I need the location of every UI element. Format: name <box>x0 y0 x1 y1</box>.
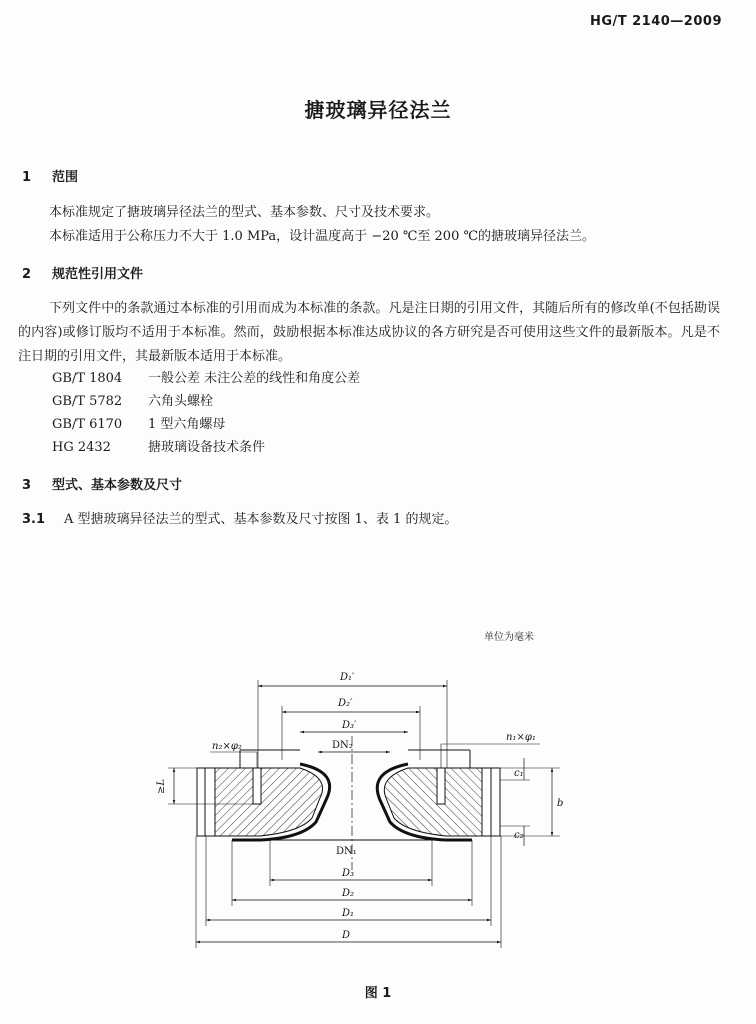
dim-label-d: D <box>342 930 351 941</box>
section-1-heading <box>22 166 78 185</box>
dim-label-dn1: DN₁ <box>336 846 357 857</box>
dim-label-l: ≥L <box>156 778 167 794</box>
section-title: 规范性引用文件 <box>52 267 144 282</box>
reference-code: GB/T 6170 <box>52 417 123 432</box>
reference-title: 一般公差 未注公差的线性和角度公差 <box>148 371 361 386</box>
section-title: 型式、基本参数及尺寸 <box>52 478 183 493</box>
reference-code: HG 2432 <box>52 440 111 455</box>
hole-label-n1: n₁×φ₁ <box>506 732 536 743</box>
dim-label-c2: c₂ <box>514 830 524 841</box>
dim-label-d2-prime: D₂′ <box>338 698 353 709</box>
dim-label-d1-prime: D₁′ <box>340 672 355 683</box>
reference-item <box>52 392 213 412</box>
dim-label-dn2: DN₂ <box>332 740 353 751</box>
section-title: 范围 <box>52 170 79 185</box>
dim-label-d1: D₁ <box>342 908 355 919</box>
right-stud-hole <box>437 768 445 804</box>
scope-paragraph-1: 本标准规定了搪玻璃异径法兰的型式、基本参数、尺寸及技术要求。 <box>49 205 440 220</box>
dim-label-d3-prime: D₃′ <box>342 720 357 731</box>
dim-label-d2: D₂ <box>342 888 355 899</box>
clause-text: A 型搪玻璃异径法兰的型式、基本参数及尺寸按图 1、表 1 的规定。 <box>64 512 458 527</box>
reference-title: 搪玻璃设备技术条件 <box>148 440 266 455</box>
clause-3-1 <box>22 510 457 530</box>
reference-item <box>52 369 360 389</box>
section-number: 1 <box>22 170 32 185</box>
dim-label-c1: c₁ <box>514 768 524 779</box>
dim-label-d3: D₃ <box>342 868 355 879</box>
hole-label-n2: n₂×φ₂ <box>212 741 242 752</box>
scope-paragraph-2: 本标准适用于公称压力不大于 1.0 MPa，设计温度高于 −20 ℃至 200 ℃的搪玻璃异径法兰。 <box>49 229 596 244</box>
figure-caption: 图 1 <box>364 986 392 1001</box>
standard-code: HG/T 2140—2009 <box>589 14 722 29</box>
section-3-heading <box>22 474 182 493</box>
reference-title: 六角头螺栓 <box>148 394 214 409</box>
unit-note: 单位为毫米 <box>484 632 534 643</box>
flange-drawing <box>0 640 756 980</box>
reference-code: GB/T 1804 <box>52 371 123 386</box>
normative-intro: 下列文件中的条款通过本标准的引用而成为本标准的条款。凡是注日期的引用文件，其随后所有的修改单(不包括勘误的内容)或修订版均不适用于本标准。然而，鼓励根据本标准达成协议的各方研究是否可使用这些文件的最新版本。凡是不注日期的引用文件，其最新版本适用于本标准。 <box>18 301 720 364</box>
reference-item <box>52 438 265 458</box>
section-number: 3 <box>22 478 32 493</box>
dim-label-b: b <box>557 798 564 809</box>
left-stud-hole <box>253 768 261 804</box>
section-2-heading <box>22 263 143 282</box>
left-gasket-face <box>197 768 215 836</box>
document-title: 搪玻璃异径法兰 <box>304 98 452 122</box>
reference-code: GB/T 5782 <box>52 394 123 409</box>
reference-item <box>52 415 225 435</box>
section-number: 2 <box>22 267 32 282</box>
clause-number: 3.1 <box>22 512 46 527</box>
reference-title: 1 型六角螺母 <box>148 417 226 432</box>
